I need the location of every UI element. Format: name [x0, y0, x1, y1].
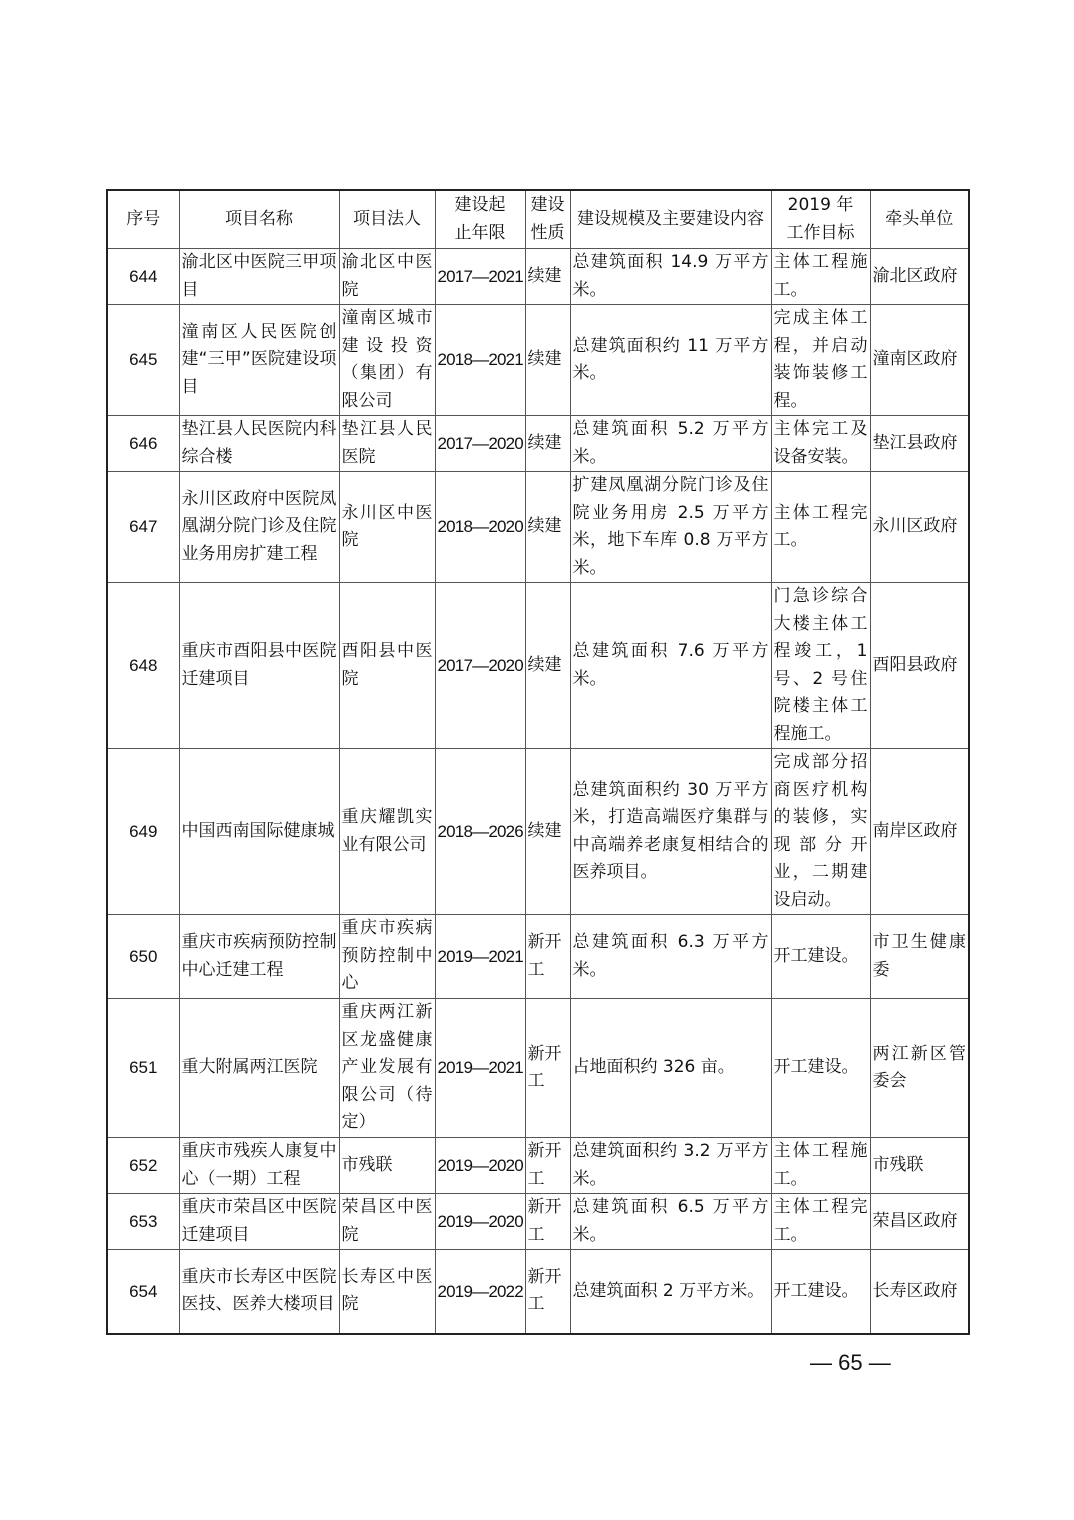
cell-project-name: 重庆市疾病预防控制中心迁建工程 [179, 915, 339, 999]
cell-construction-period: 2017—2020 [435, 583, 525, 749]
cell-serial: 650 [107, 915, 179, 999]
cell-construction-period: 2018—2020 [435, 472, 525, 583]
cell-project-name: 重庆市长寿区中医院医技、医养大楼项目 [179, 1250, 339, 1334]
cell-construction-type: 新开工 [525, 1194, 570, 1250]
cell-legal-entity: 荣昌区中医院 [339, 1194, 435, 1250]
cell-construction-period: 2019—2020 [435, 1194, 525, 1250]
cell-serial: 651 [107, 999, 179, 1138]
cell-scope: 总建筑面积约 3.2 万平方米。 [570, 1138, 771, 1194]
cell-scope: 总建筑面积 2 万平方米。 [570, 1250, 771, 1334]
cell-project-name: 重庆市残疾人康复中心（一期）工程 [179, 1138, 339, 1194]
cell-lead-unit: 荣昌区政府 [870, 1194, 969, 1250]
cell-serial: 652 [107, 1138, 179, 1194]
cell-serial: 646 [107, 416, 179, 472]
cell-project-name: 永川区政府中医院凤凰湖分院门诊及住院业务用房扩建工程 [179, 472, 339, 583]
cell-serial: 654 [107, 1250, 179, 1334]
cell-legal-entity: 重庆两江新区龙盛健康产业发展有限公司（待定） [339, 999, 435, 1138]
cell-lead-unit: 长寿区政府 [870, 1250, 969, 1334]
table-row [107, 583, 969, 749]
cell-legal-entity: 重庆市疾病预防控制中心 [339, 915, 435, 999]
cell-lead-unit: 永川区政府 [870, 472, 969, 583]
cell-lead-unit: 潼南区政府 [870, 305, 969, 416]
table-row [107, 472, 969, 583]
cell-serial: 645 [107, 305, 179, 416]
table-row [107, 1250, 969, 1334]
cell-legal-entity: 潼南区城市建设投资（集团）有限公司 [339, 305, 435, 416]
cell-project-name: 潼南区人民医院创建“三甲”医院建设项目 [179, 305, 339, 416]
table-row [107, 915, 969, 999]
project-table [106, 189, 970, 1335]
cell-2019-goal: 主体工程完工。 [771, 472, 870, 583]
cell-construction-type: 新开工 [525, 1138, 570, 1194]
cell-2019-goal: 主体完工及设备安装。 [771, 416, 870, 472]
cell-construction-type: 新开工 [525, 1250, 570, 1334]
cell-lead-unit: 渝北区政府 [870, 249, 969, 305]
cell-construction-type: 续建 [525, 416, 570, 472]
cell-scope: 总建筑面积约 30 万平方米，打造高端医疗集群与中高端养老康复相结合的医养项目。 [570, 749, 771, 915]
cell-construction-period: 2018—2021 [435, 305, 525, 416]
cell-construction-type: 新开工 [525, 999, 570, 1138]
header-construction-period: 建设起 止年限 [435, 190, 525, 249]
cell-project-name: 重大附属两江医院 [179, 999, 339, 1138]
cell-2019-goal: 完成主体工程，并启动装饰装修工程。 [771, 305, 870, 416]
cell-construction-period: 2019—2020 [435, 1138, 525, 1194]
cell-legal-entity: 长寿区中医院 [339, 1250, 435, 1334]
cell-2019-goal: 开工建设。 [771, 999, 870, 1138]
cell-legal-entity: 渝北区中医院 [339, 249, 435, 305]
cell-legal-entity: 永川区中医院 [339, 472, 435, 583]
cell-legal-entity: 酉阳县中医院 [339, 583, 435, 749]
cell-legal-entity: 重庆耀凯实业有限公司 [339, 749, 435, 915]
cell-construction-type: 新开工 [525, 915, 570, 999]
cell-construction-period: 2018—2026 [435, 749, 525, 915]
table-row [107, 1194, 969, 1250]
header-serial: 序号 [107, 190, 179, 249]
table-row [107, 305, 969, 416]
header-legal-entity: 项目法人 [339, 190, 435, 249]
cell-project-name: 垫江县人民医院内科综合楼 [179, 416, 339, 472]
cell-construction-type: 续建 [525, 749, 570, 915]
cell-lead-unit: 两江新区管委会 [870, 999, 969, 1138]
cell-scope: 总建筑面积 6.5 万平方米。 [570, 1194, 771, 1250]
header-2019-goal: 2019 年 工作目标 [771, 190, 870, 249]
cell-project-name: 重庆市荣昌区中医院迁建项目 [179, 1194, 339, 1250]
cell-project-name: 中国西南国际健康城 [179, 749, 339, 915]
cell-legal-entity: 垫江县人民医院 [339, 416, 435, 472]
cell-scope: 占地面积约 326 亩。 [570, 999, 771, 1138]
cell-construction-type: 续建 [525, 472, 570, 583]
cell-construction-period: 2017—2021 [435, 249, 525, 305]
cell-construction-period: 2017—2020 [435, 416, 525, 472]
cell-construction-type: 续建 [525, 583, 570, 749]
cell-serial: 647 [107, 472, 179, 583]
cell-construction-period: 2019—2021 [435, 999, 525, 1138]
table-header-row [107, 190, 969, 249]
cell-serial: 648 [107, 583, 179, 749]
header-project-name: 项目名称 [179, 190, 339, 249]
cell-2019-goal: 主体工程施工。 [771, 1138, 870, 1194]
cell-scope: 扩建凤凰湖分院门诊及住院业务用房 2.5 万平方米，地下车库 0.8 万平方米。 [570, 472, 771, 583]
cell-project-name: 重庆市酉阳县中医院迁建项目 [179, 583, 339, 749]
table-row [107, 249, 969, 305]
cell-lead-unit: 市残联 [870, 1138, 969, 1194]
table-row [107, 1138, 969, 1194]
cell-scope: 总建筑面积 14.9 万平方米。 [570, 249, 771, 305]
cell-2019-goal: 开工建设。 [771, 1250, 870, 1334]
cell-serial: 644 [107, 249, 179, 305]
cell-serial: 649 [107, 749, 179, 915]
header-lead-unit: 牵头单位 [870, 190, 969, 249]
header-construction-type: 建设 性质 [525, 190, 570, 249]
cell-construction-period: 2019—2021 [435, 915, 525, 999]
cell-lead-unit: 市卫生健康委 [870, 915, 969, 999]
cell-2019-goal: 主体工程完工。 [771, 1194, 870, 1250]
cell-lead-unit: 南岸区政府 [870, 749, 969, 915]
cell-serial: 653 [107, 1194, 179, 1250]
cell-scope: 总建筑面积约 11 万平方米。 [570, 305, 771, 416]
cell-legal-entity: 市残联 [339, 1138, 435, 1194]
cell-construction-type: 续建 [525, 305, 570, 416]
header-scope: 建设规模及主要建设内容 [570, 190, 771, 249]
cell-2019-goal: 门急诊综合大楼主体工程竣工，1 号、2 号住院楼主体工程施工。 [771, 583, 870, 749]
cell-2019-goal: 开工建设。 [771, 915, 870, 999]
cell-2019-goal: 完成部分招商医疗机构的装修，实现部分开业，二期建设启动。 [771, 749, 870, 915]
cell-project-name: 渝北区中医院三甲项目 [179, 249, 339, 305]
cell-scope: 总建筑面积 6.3 万平方米。 [570, 915, 771, 999]
cell-construction-period: 2019—2022 [435, 1250, 525, 1334]
cell-lead-unit: 酉阳县政府 [870, 583, 969, 749]
cell-scope: 总建筑面积 5.2 万平方米。 [570, 416, 771, 472]
cell-2019-goal: 主体工程施工。 [771, 249, 870, 305]
table-row [107, 999, 969, 1138]
cell-scope: 总建筑面积 7.6 万平方米。 [570, 583, 771, 749]
page-number: — 65 — [810, 1350, 891, 1375]
table-row [107, 749, 969, 915]
table-row [107, 416, 969, 472]
cell-construction-type: 续建 [525, 249, 570, 305]
cell-lead-unit: 垫江县政府 [870, 416, 969, 472]
